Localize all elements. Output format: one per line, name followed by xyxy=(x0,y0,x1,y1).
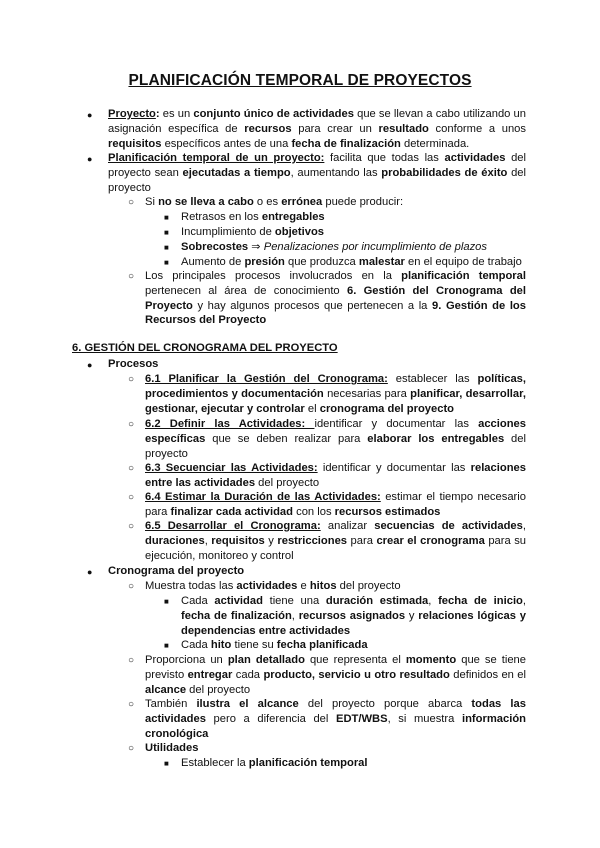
proceso-item: 6.4 Estimar la Duración de las Actividades: estimar el tiempo necesario para finalizar cada actividad con los recursos estimados xyxy=(145,491,526,518)
definition-planificacion: Planificación temporal de un proyecto: facilita que todas las actividades del proyecto sean ejecutadas a tiempo, aumentando las probabilidades de éxito del proyecto xyxy=(108,152,527,194)
cronograma-heading: Cronograma del proyecto xyxy=(108,565,245,577)
bullet-marker: ● xyxy=(87,360,93,370)
utilidades-heading: Utilidades xyxy=(145,742,199,754)
cronograma-subitem: Establecer la planificación temporal xyxy=(181,757,368,769)
proceso-item: 6.1 Planificar la Gestión del Cronograma: establecer las políticas, procedimientos y documentación necesarias para planificar, desarrollar, gestionar, ejecutar y controlar el cronograma del proyecto xyxy=(145,373,526,415)
cronograma-subitem: Cada hito tiene su fecha planificada xyxy=(181,639,368,651)
circle-marker: ○ xyxy=(128,463,135,474)
consequence-item: Retrasos en los entregables xyxy=(181,211,325,223)
proceso-item: 6.3 Secuenciar las Actividades: identificar y documentar las relaciones entre las actividades del proyecto xyxy=(145,462,526,489)
circle-marker: ○ xyxy=(128,699,135,710)
circle-marker: ○ xyxy=(128,419,135,430)
bullet-marker: ● xyxy=(87,567,93,577)
square-marker: ■ xyxy=(164,759,169,768)
square-marker: ■ xyxy=(164,213,169,222)
bullet-marker: ● xyxy=(87,110,93,120)
definition-proyecto: Proyecto: es un conjunto único de actividades que se llevan a cabo utilizando un asignación específica de recursos para crear un resultado conforme a unos requisitos específicos antes de una fecha de finalización determinada. xyxy=(108,108,526,150)
procesos-heading: Procesos xyxy=(108,358,159,370)
consequence-item: Incumplimiento de objetivos xyxy=(181,226,325,238)
square-marker: ■ xyxy=(164,258,169,267)
bullet-marker: ● xyxy=(87,154,93,164)
circle-marker: ○ xyxy=(128,492,135,503)
circle-marker: ○ xyxy=(128,197,135,208)
square-marker: ■ xyxy=(164,243,169,252)
cronograma-subitem: Cada actividad tiene una duración estimada, fecha de inicio, fecha de finalización, recursos asignados y relaciones lógicas y dependencias entre actividades xyxy=(181,595,527,637)
cronograma-item: También ilustra el alcance del proyecto porque abarca todas las actividades pero a diferencia del EDT/WBS, si muestra información cronológica xyxy=(145,698,526,740)
procesos-intro: Los principales procesos involucrados en la planificación temporal pertenecen al área de conocimiento 6. Gestión del Cronograma del Proyecto y hay algunos procesos que pertenecen a la 9. Gestión de los Recursos del Proyecto xyxy=(145,270,526,327)
square-marker: ■ xyxy=(164,597,169,606)
cronograma-item: Muestra todas las actividades e hitos del proyecto xyxy=(145,580,401,592)
section-heading: 6. GESTIÓN DEL CRONOGRAMA DEL PROYECTO xyxy=(72,342,338,354)
circle-marker: ○ xyxy=(128,271,135,282)
proceso-item: 6.2 Definir las Actividades: identificar y documentar las acciones específicas que se deben realizar para elaborar los entregables del proyecto xyxy=(145,418,526,460)
square-marker: ■ xyxy=(164,641,169,650)
cronograma-item: Proporciona un plan detallado que representa el momento que se tiene previsto entregar cada producto, servicio u otro resultado definidos en el alcance del proyecto xyxy=(145,654,526,696)
consequence-item: Sobrecostes ⇒ Penalizaciones por incumplimiento de plazos xyxy=(181,241,488,253)
square-marker: ■ xyxy=(164,228,169,237)
proceso-item: 6.5 Desarrollar el Cronograma: analizar secuencias de actividades, duraciones, requisitos y restricciones para crear el cronograma para su ejecución, monitoreo y control xyxy=(145,520,527,562)
page-title: PLANIFICACIÓN TEMPORAL DE PROYECTOS xyxy=(128,72,472,89)
si-no-item: Si no se lleva a cabo o es errónea puede producir: xyxy=(145,196,404,208)
circle-marker: ○ xyxy=(128,743,135,754)
circle-marker: ○ xyxy=(128,521,135,532)
consequence-item: Aumento de presión que produzca malestar en el equipo de trabajo xyxy=(181,256,522,268)
circle-marker: ○ xyxy=(128,374,135,385)
circle-marker: ○ xyxy=(128,655,135,666)
circle-marker: ○ xyxy=(128,581,135,592)
